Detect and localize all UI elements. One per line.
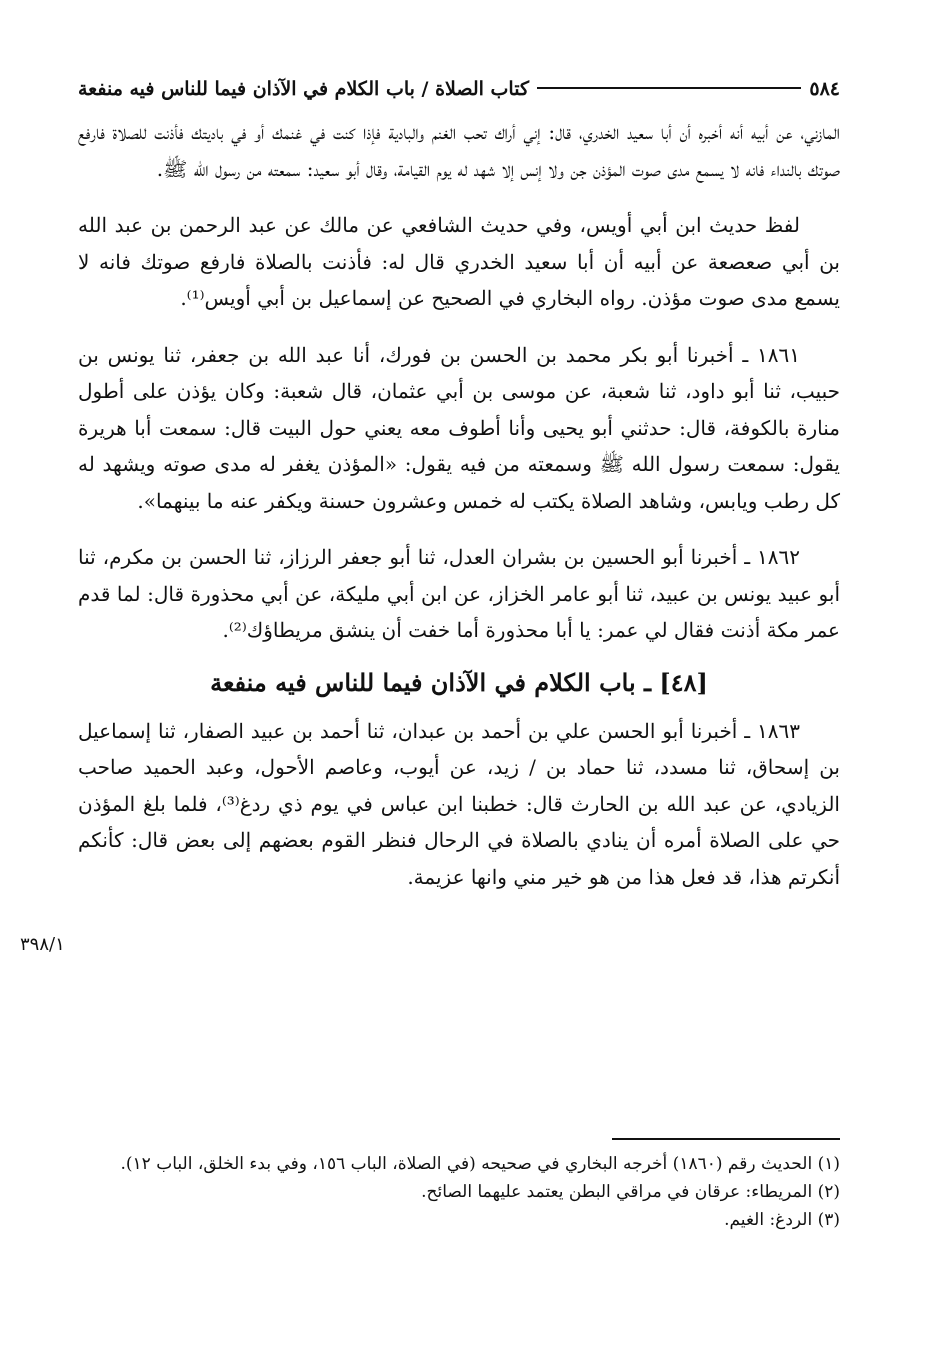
paragraph-2: لفظ حديث ابن أبي أويس، وفي حديث الشافعي عن مالك عن عبد الرحمن بن عبد الله بن أبي صعصعة عن أبيه أن أبا سعيد الخدري قال له: فأذنت بالصلاة فارفع صوتك فانه لا يسمع مدى صوت مؤذن. رواه البخاري في الصحيح عن إسماعيل بن أبي أويس⁽¹⁾. [78,213,840,310]
spacer [78,317,840,337]
section-heading: [٤٨] ـ باب الكلام في الآذان فيما للناس فيه منفعة [210,667,708,697]
footnotes [78,1150,840,1234]
page-number: ٥٨٤ [809,78,840,100]
header-rule [537,87,801,89]
paragraph-1: المازني، عن أبيه أنه أخبره أن أبا سعيد الخدري، قال: إني أراك تحب الغنم والبادية فإذا كنت في غنمك أو في باديتك فأذنت للصلاة فارفع صوتك بالنداء فانه لا يسمع مدى صوت المؤذن جن ولا إنس إلا شهد له يوم القيامة، وقال أبو سعيد: سمعته من رسول الله ﷺ. [78,120,840,181]
spacer [78,519,840,539]
spacer [78,187,840,207]
footnote-divider [612,1138,840,1140]
page-body [78,78,840,895]
hadith-1862: ١٨٦٢ ـ أخبرنا أبو الحسين بن بشران العدل، ثنا أبو جعفر الرزاز، ثنا الحسن بن مكرم، ثنا أبو عبيد يونس بن عبيد، ثنا أبو عامر الخزاز، عن ابن أبي مليكة، عن أبي محذورة قال: لما قدم عمر مكة أذنت فقال لي عمر: يا أبا محذورة أما خفت أن ينشق مريطاؤك⁽²⁾. [78,545,840,642]
running-header [78,78,840,114]
hadith-1861: ١٨٦١ ـ أخبرنا أبو بكر محمد بن الحسن بن فورك، أنا عبد الله بن جعفر، ثنا يونس بن حبيب، ثنا أبو داود، ثنا شعبة، عن موسى بن أبي عثمان، قال شعبة: وكان يؤذن على أطول منارة بالكوفة، قال: حدثني أبو يحيى وأنا أطوف معه يعني حول البيت قال: سمعت أبا هريرة يقول: سمعت رسول الله ﷺ وسمعته من فيه يقول: «المؤذن يغفر له مدى صوته ويشهد له كل رطب ويابس، وشاهد الصلاة يكتب له خمس وعشرون حسنة ويكفر عنه ما بينهما». [78,342,840,513]
footnote-2: (٢) المريطاء: عرقان في مراقي البطن يعتمد عليهما الصائح. [421,1182,840,1202]
footnote-1: (١) الحديث رقم (١٨٦٠) أخرجه البخاري في صحيحه (في الصلاة، الباب ١٥٦، وفي بدء الخلق، الباب ١٢). [120,1154,840,1174]
hadith-1863: ١٨٦٣ ـ أخبرنا أبو الحسن علي بن أحمد بن عبدان، ثنا أحمد بن عبيد الصفار، ثنا إسماعيل بن إسحاق، ثنا مسدد، ثنا حماد بن / زيد، عن أيوب، وعاصم الأحول، وعبد الحميد صاحب الزيادي، عن عبد الله بن الحارث قال: خطبنا ابن عباس في يوم ذي ردغ⁽³⁾، فلما بلغ المؤذن حي على الصلاة أمره أن ينادي بالصلاة في الرحال فنظر القوم بعضهم إلى بعض قال: كأنكم أنكرتم هذا، قد فعل هذا من هو خير مني وانها عزيمة. [78,718,840,889]
margin-reference: ٣٩٨/١ [20,934,65,955]
footnote-3: (٣) الردغ: الغيم. [724,1210,840,1230]
running-title: كتاب الصلاة / باب الكلام في الآذان فيما للناس فيه منفعة [78,78,529,100]
